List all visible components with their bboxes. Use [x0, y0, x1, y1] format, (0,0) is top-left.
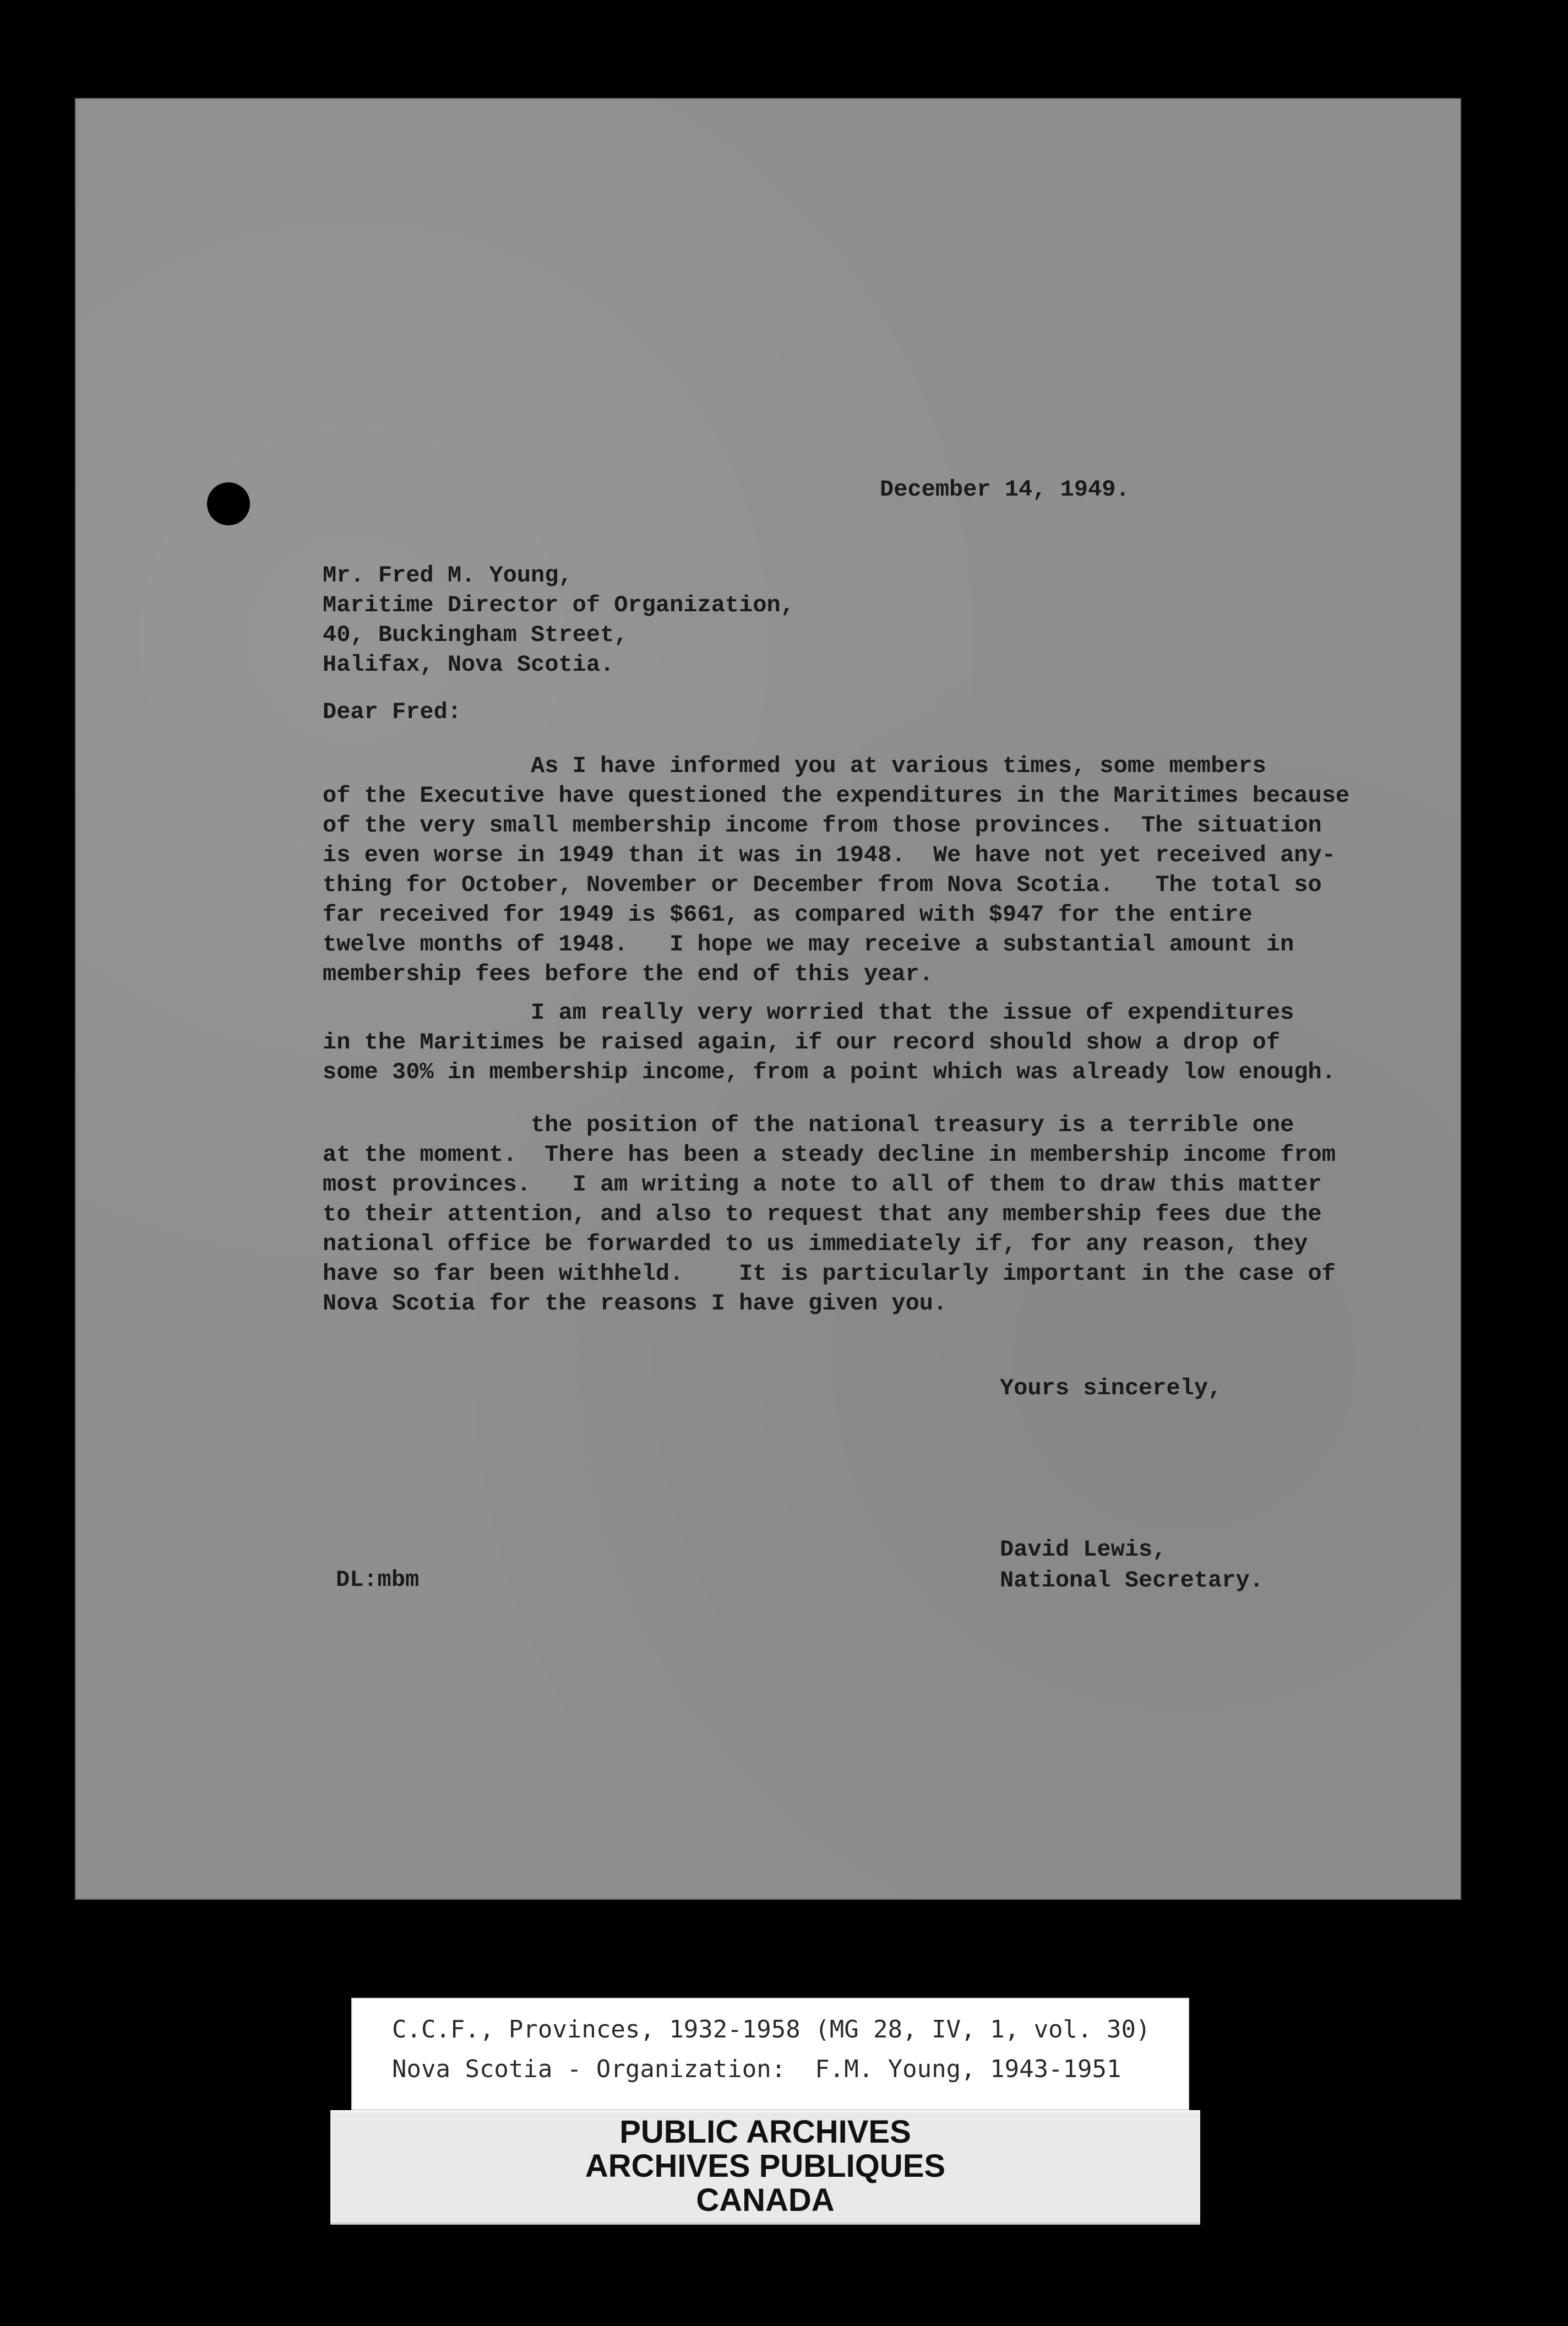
paragraph-line: of the Executive have questioned the expenditures in the Maritimes because	[323, 782, 1350, 809]
archive-reference-line: Nova Scotia - Organization: F.M. Young, 1943-1951	[392, 2055, 1121, 2083]
address-line: Maritime Director of Organization,	[323, 592, 794, 618]
archive-stamp-line: PUBLIC ARCHIVES	[619, 2114, 911, 2150]
archive-stamp-line: CANADA	[696, 2182, 835, 2218]
recipient-address	[323, 561, 794, 680]
paragraph-line: thing for October, November or December from Nova Scotia. The total so	[323, 872, 1322, 898]
body-paragraph-1	[323, 751, 1349, 989]
archive-reference-label	[351, 1998, 1189, 2110]
signature-title: National Secretary.	[1000, 1567, 1264, 1594]
paragraph-line: most provinces. I am writing a note to all of them to draw this matter	[323, 1171, 1322, 1198]
paragraph-line: As I have informed you at various times, some members	[323, 753, 1266, 779]
signature-block	[1000, 1534, 1264, 1596]
address-line: Mr. Fred M. Young,	[323, 562, 573, 589]
paragraph-line: have so far been withheld. It is particularly important in the case of	[323, 1260, 1336, 1287]
salutation: Dear Fred:	[323, 699, 462, 725]
archive-reference-line: C.C.F., Provinces, 1932-1958 (MG 28, IV, 1, vol. 30)	[392, 2015, 1151, 2044]
archive-stamp	[330, 2110, 1200, 2225]
paragraph-line: to their attention, and also to request that any membership fees due the	[323, 1201, 1322, 1227]
paragraph-line: national office be forwarded to us immediately if, for any reason, they	[323, 1231, 1308, 1257]
address-line: Halifax, Nova Scotia.	[323, 651, 614, 678]
punch-hole	[207, 482, 250, 525]
paragraph-line: is even worse in 1949 than it was in 1948. We have not yet received any-	[323, 842, 1336, 868]
paragraph-line: membership fees before the end of this year.	[323, 961, 933, 987]
letter-date: December 14, 1949.	[880, 476, 1130, 503]
body-paragraph-3	[323, 1110, 1336, 1318]
paragraph-line: twelve months of 1948. I hope we may receive a substantial amount in	[323, 931, 1294, 958]
body-paragraph-2	[323, 998, 1336, 1087]
paragraph-line: at the moment. There has been a steady decline in membership income from	[323, 1142, 1336, 1168]
paragraph-line: of the very small membership income from those provinces. The situation	[323, 812, 1322, 839]
archive-stamp-line: ARCHIVES PUBLIQUES	[585, 2148, 946, 2184]
paragraph-line: some 30% in membership income, from a point which was already low enough.	[323, 1059, 1336, 1085]
closing: Yours sincerely,	[1000, 1375, 1222, 1401]
paragraph-line: I am really very worried that the issue of expenditures	[323, 999, 1294, 1026]
typist-initials: DL:mbm	[336, 1567, 420, 1593]
paragraph-line: Nova Scotia for the reasons I have given you.	[323, 1290, 948, 1317]
paragraph-line: in the Maritimes be raised again, if our record should show a drop of	[323, 1029, 1281, 1056]
paragraph-line: the position of the national treasury is a terrible one	[323, 1112, 1294, 1138]
paragraph-line: far received for 1949 is $661, as compared with $947 for the entire	[323, 901, 1253, 928]
address-line: 40, Buckingham Street,	[323, 622, 628, 648]
signature-name: David Lewis,	[1000, 1536, 1167, 1563]
